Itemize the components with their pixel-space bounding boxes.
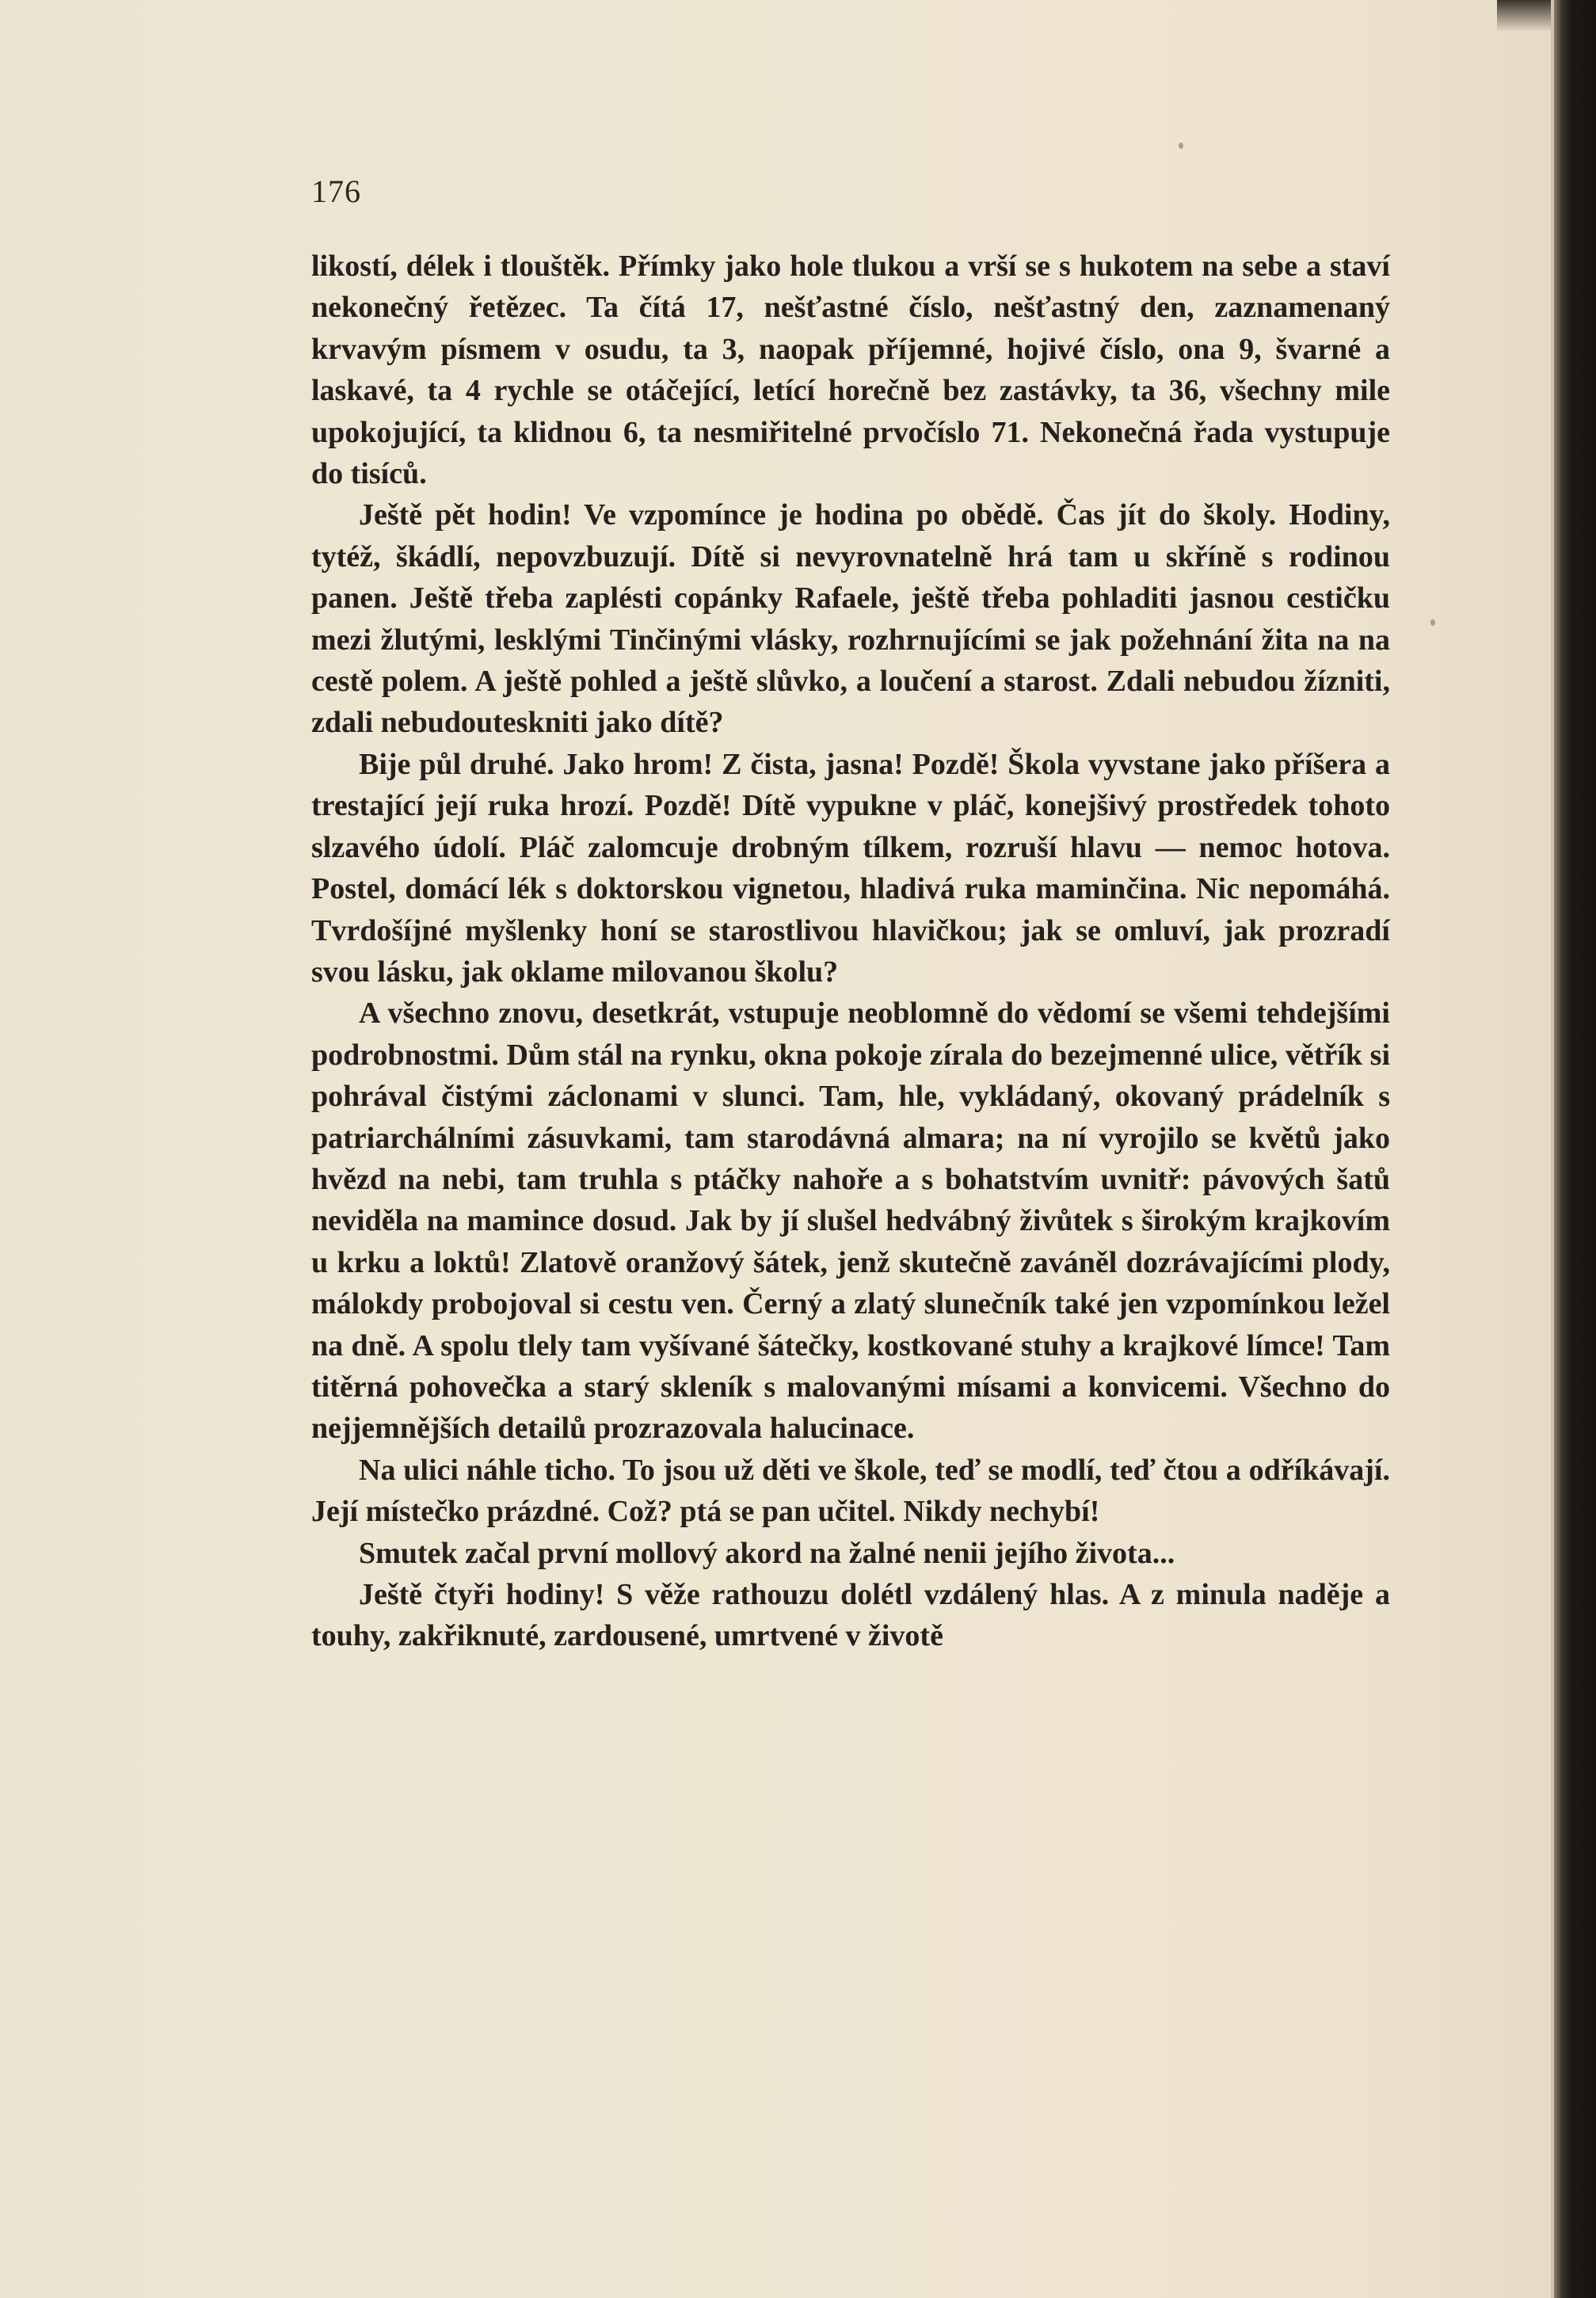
paragraph-7: Ještě čtyři hodiny! S věže rathouzu dolétl vzdálený hlas. A z minula naděje a touhy, zakřiknuté, zardousené, umrtvené v životě [311,1578,1390,1653]
paragraph-3: Bije půl druhé. Jako hrom! Z čista, jasna! Pozdě! Škola vyvstane jako příšera a trestající její ruka hrozí. Pozdě! Dítě vypukne v pláč, konejšivý prostředek tohoto slzavého údolí. Pláč zalomcuje drobným tílkem, rozruší hlavu — nemoc hotova. Postel, domácí lék s doktorskou vignetou, hladivá ruka maminčina. Nic nepomáhá. Tvrdošíjné myšlenky honí se starostlivou hlavičkou; jak se omluví, jak prozradí svou lásku, jak oklame milovanou školu? [311,747,1390,989]
book-spine-edge [1554,0,1596,2298]
paragraph-4: A všechno znovu, desetkrát, vstupuje neoblomně do vědomí se všemi tehdejšími podrobnostmi. Dům stál na rynku, okna pokoje zírala do bezejmenné ulice, větřík si pohrával čistými záclonami v slunci. Tam, hle, vykládaný, okovaný prádelník s patriarchálními zásuvkami, tam starodávná almara; na ní vyrojilo se květů jako hvězd na nebi, tam truhla s ptáčky nahoře a s bohatstvím uvnitř: pávových šatů neviděla na mamince dosud. Jak by jí slušel hedvábný živůtek s širokým krajkovím u krku a loktů! Zlatově oranžový šátek, jenž skutečně zaváněl dozrávajícími plody, málokdy probojoval si cestu ven. Černý a zlatý slunečník také jen vzpomínkou ležel na dně. A spolu tlely tam vyšívané šátečky, kostkované stuhy a krajkové límce! Tam titěrná pohovečka a starý skleník s malovanými mísami a konvicemi. Všechno do nejjemnějších detailů prozrazovala halucinace. [311,997,1390,1446]
paragraph-5: Na ulici náhle ticho. To jsou už děti ve škole, teď se modlí, teď čtou a odříkávají. Její místečko prázdné. Což? ptá se pan učitel. Nikdy nechybí! [311,1453,1390,1529]
paper-speck [1179,143,1183,149]
page-corner-shadow [1497,0,1554,32]
paragraph-2: Ještě pět hodin! Ve vzpomínce je hodina po obědě. Čas jít do školy. Hodiny, tytéž, škádlí, nepovzbuzují. Dítě si nevyrovnatelně hrá tam u skříně s rodinou panen. Ještě třeba zaplésti copánky Rafaele, ještě třeba pohladiti jasnou cestičku mezi žlutými, lesklými Tinčinými vlásky, rozhrnujícími se jak požehnání žita na na cestě polem. A ještě pohled a ještě slůvko, a loučení a starost. Zdali nebudou žízniti, zdali nebudouteskniti jako dítě? [311,498,1390,740]
paragraph-1: likostí, délek i tlouštěk. Přímky jako hole tlukou a vrší se s hukotem na sebe a staví nekonečný řetězec. Ta čítá 17, nešťastné číslo, nešťastný den, zaznamenaný krvavým písmem v osudu, ta 3, naopak příjemné, hojivé číslo, ona 9, švarné a laskavé, ta 4 rychle se otáčející, letící horečně bez zastávky, ta 36, všechny mile upokojující, ta klidnou 6, ta nesmiřitelné prvočíslo 71. Nekonečná řada vystupuje do tisíců. [311,250,1390,491]
page-number: 176 [311,173,361,209]
body-text [311,246,1390,1657]
paragraph-6: Smutek začal první mollový akord na žalné nenii jejího života... [359,1536,1175,1570]
paper-speck [1430,619,1435,626]
